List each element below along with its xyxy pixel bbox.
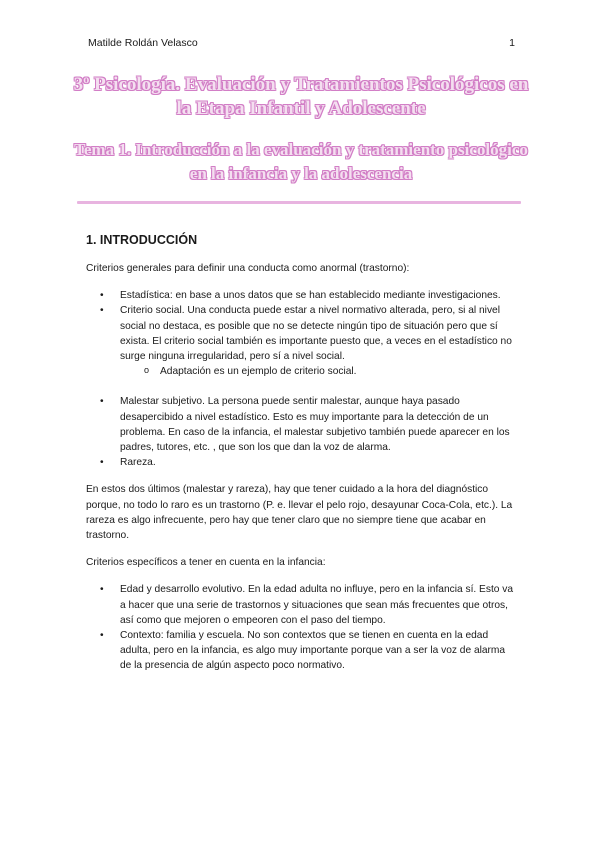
sub-list-item — [160, 364, 516, 379]
page-header — [88, 37, 515, 51]
specific-criteria-intro: Criterios específicos a tener en cuenta en la infancia: — [86, 557, 326, 569]
section-heading: 1. INTRODUCCIÓN — [86, 233, 198, 247]
specific-criteria-list — [86, 582, 516, 673]
list-item — [120, 628, 516, 674]
author-name: Matilde Roldán Velasco — [88, 37, 198, 49]
general-criteria-list — [86, 288, 516, 470]
list-item-text: Contexto: familia y escuela. No son contextos que se tienen en cuenta en la edad adulta, pero en la infancia, es algo muy importante porque van a ser la voz de alarma de la presencia de algún aspecto poco normativo. — [120, 630, 506, 672]
rarity-paragraph: En estos dos últimos (malestar y rareza), hay que tener cuidado a la hora del diagnóstico porque, no todo lo raro es un trastorno (P. e. llevar el pelo rojo, desayunar Coca-Cola, etc.). La rareza es algo infrecuente, pero hay que tener claro que no siempre tiene que acabar en trastorno. — [86, 484, 513, 542]
document-title: 3º Psicología. Evaluación y Tratamientos Psicológicos en la Etapa Infantil y Adolescente — [73, 74, 529, 119]
social-sublist — [120, 364, 516, 379]
list-item-text: Criterio social. Una conducta puede estar a nivel normativo alterada, pero, si al nivel social no destaca, es posible que no se detecte ningún tipo de situación pero que sí exista. El criterio social también es importante puesto que, a veces en el estadístico no surge ninguna irregularidad, pero sí a nivel social. — [120, 305, 512, 363]
list-item-text: Malestar subjetivo. La persona puede sentir malestar, aunque haya pasado desapercibido a nivel estadístico. Esto es muy importante para la detección de un problema. En caso de la infancia, el malestar subjetivo también puede aparecer en los padres, tutores, etc. , que son los que dan la voz de alarma. — [120, 396, 510, 454]
page-number: 1 — [509, 37, 515, 49]
list-item — [120, 394, 516, 455]
document-subtitle: Tema 1. Introducción a la evaluación y tratamiento psicológico en la infancia y la adolescencia — [74, 140, 528, 183]
list-item — [120, 303, 516, 394]
sub-list-item-text: Adaptación es un ejemplo de criterio social. — [160, 366, 357, 378]
general-criteria-intro: Criterios generales para definir una conducta como anormal (trastorno): — [86, 263, 410, 274]
list-item — [120, 288, 516, 303]
list-item-text: Estadística: en base a unos datos que se han establecido mediante investigaciones. — [120, 290, 501, 302]
title-divider — [77, 201, 521, 204]
list-item-text: Rareza. — [120, 457, 156, 469]
list-item-text: Edad y desarrollo evolutivo. En la edad adulta no influye, pero en la infancia sí. Esto va a hacer que una serie de trastornos y situaciones que sean más frecuentes que otros, así como que mejoren o empeoren con el paso del tiempo. — [120, 584, 514, 626]
list-item — [120, 582, 516, 628]
document-body — [86, 232, 516, 674]
list-item — [120, 455, 516, 470]
